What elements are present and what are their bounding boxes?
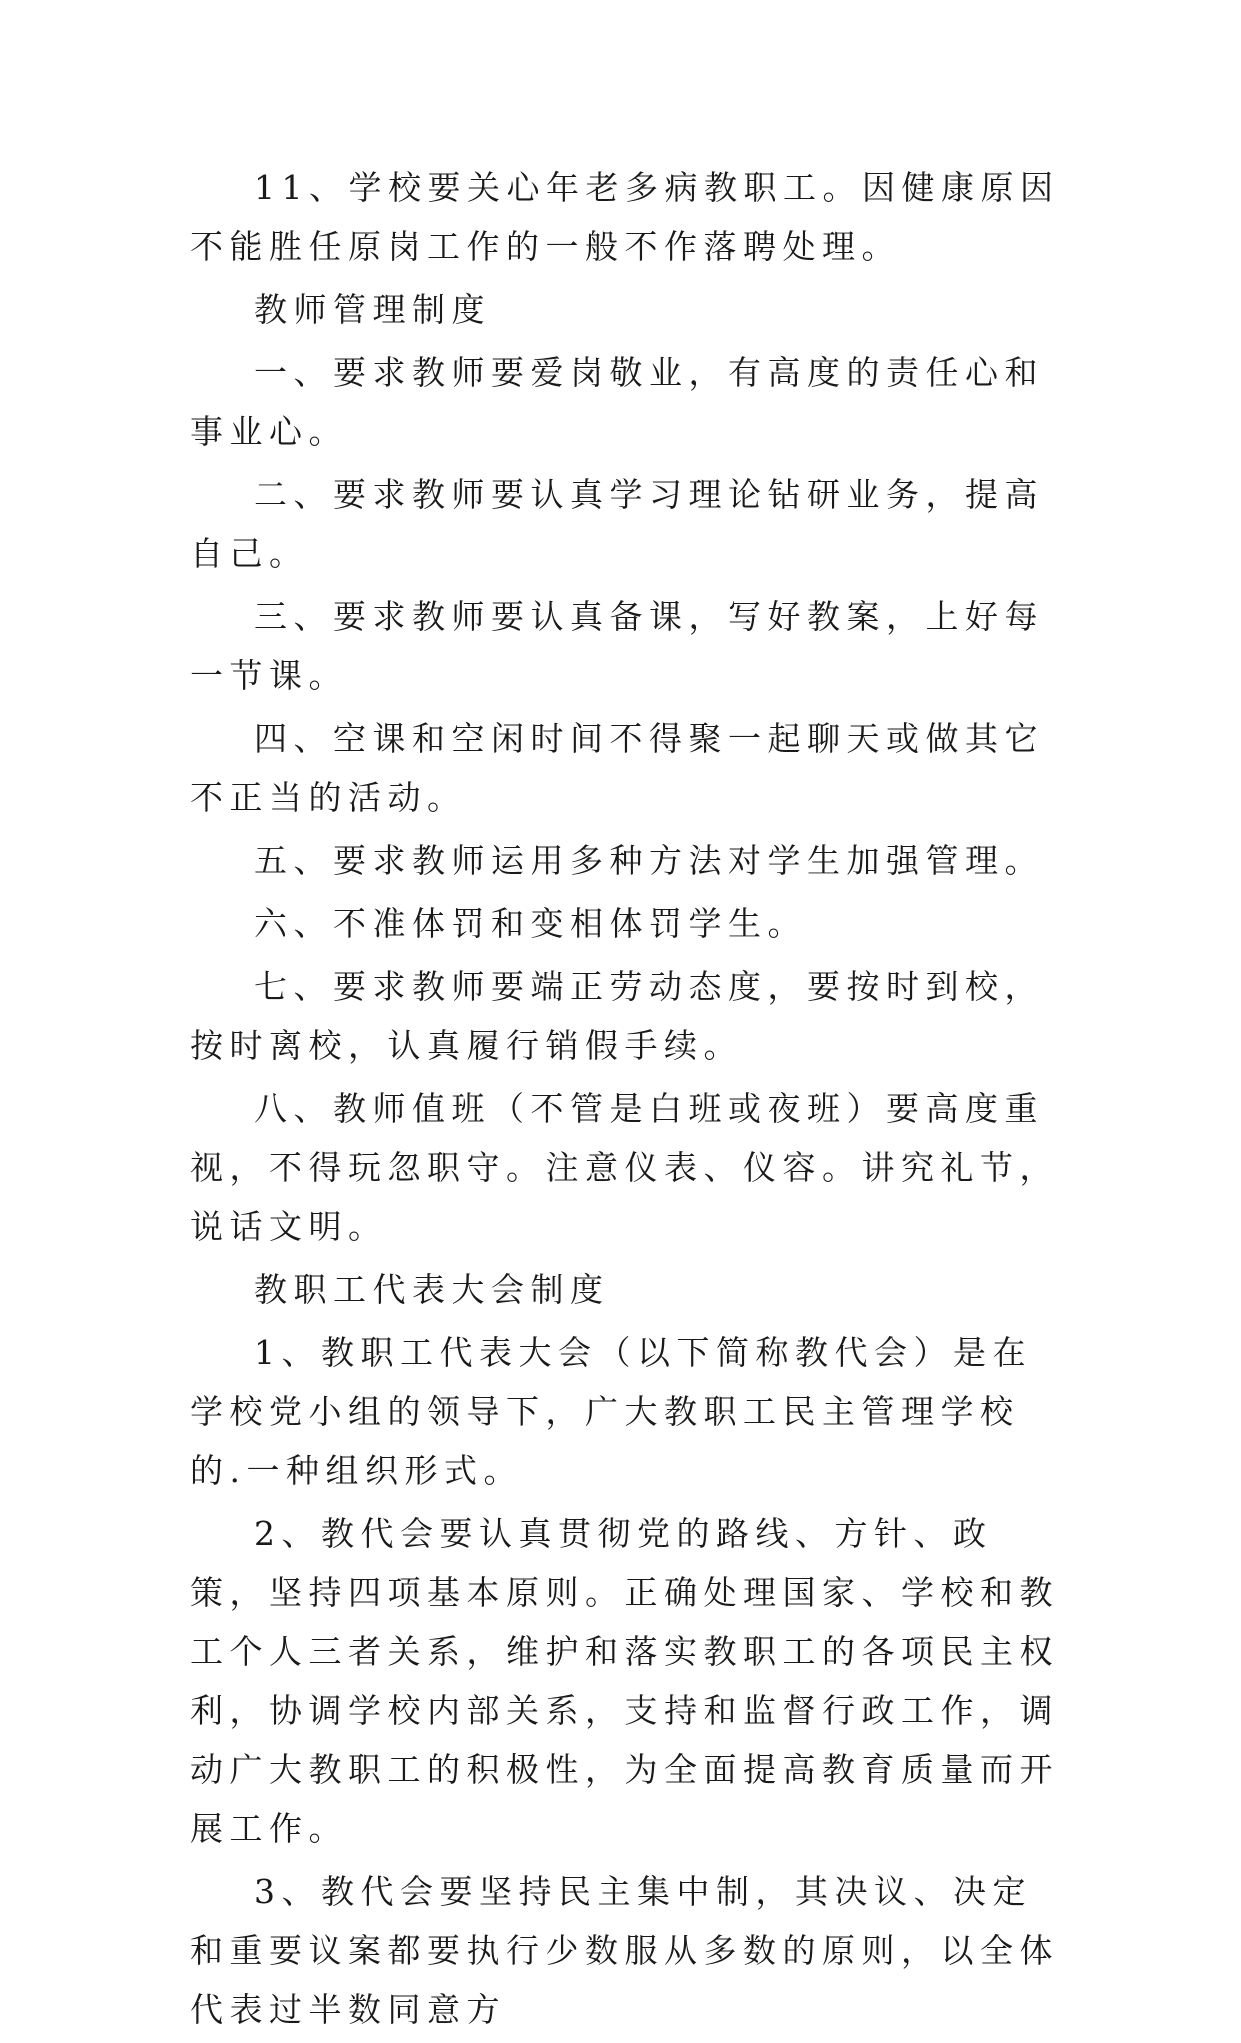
paragraph-congress-2: 2、教代会要认真贯彻党的路线、方针、政策，坚持四项基本原则。正确处理国家、学校和教工个人三者关系，维护和落实教职工的各项民主权利，协调学校内部关系，支持和监督行政工作，调动广大教职工的积极性，为全面提高教育质量而开展工作。 (190, 1514, 1059, 1848)
section-heading-teacher-management: 教师管理制度 (254, 290, 491, 329)
paragraph-rule-5: 五、要求教师运用多种方法对学生加强管理。 (254, 841, 1044, 880)
paragraph-rule-2: 二、要求教师要认真学习理论钻研业务，提高自己。 (190, 475, 1044, 573)
paragraph-11: 11、学校要关心年老多病教职工。因健康原因不能胜任原岗工作的一般不作落聘处理。 (190, 168, 1060, 266)
paragraph-congress-1: 1、教职工代表大会（以下简称教代会）是在学校党小组的领导下，广大教职工民主管理学校的.一种组织形式。 (190, 1333, 1032, 1490)
paragraph-rule-7: 七、要求教师要端正劳动态度，要按时到校，按时离校，认真履行销假手续。 (190, 967, 1044, 1065)
paragraph-rule-8: 八、教师值班（不管是白班或夜班）要高度重视，不得玩忽职守。注意仪表、仪容。讲究礼节，说话文明。 (190, 1089, 1059, 1246)
section-heading-staff-congress: 教职工代表大会制度 (254, 1270, 610, 1309)
paragraph-rule-1: 一、要求教师要爱岗敬业，有高度的责任心和事业心。 (190, 353, 1044, 451)
document-body (190, 158, 1060, 2043)
paragraph-rule-6: 六、不准体罚和变相体罚学生。 (254, 904, 807, 943)
paragraph-rule-4: 四、空课和空闲时间不得聚一起聊天或做其它不正当的活动。 (190, 719, 1044, 817)
paragraph-rule-3: 三、要求教师要认真备课，写好教案，上好每一节课。 (190, 597, 1044, 695)
paragraph-congress-3: 3、教代会要坚持民主集中制，其决议、决定和重要议案都要执行少数服从多数的原则，以全体代表过半数同意方 (190, 1872, 1059, 2029)
